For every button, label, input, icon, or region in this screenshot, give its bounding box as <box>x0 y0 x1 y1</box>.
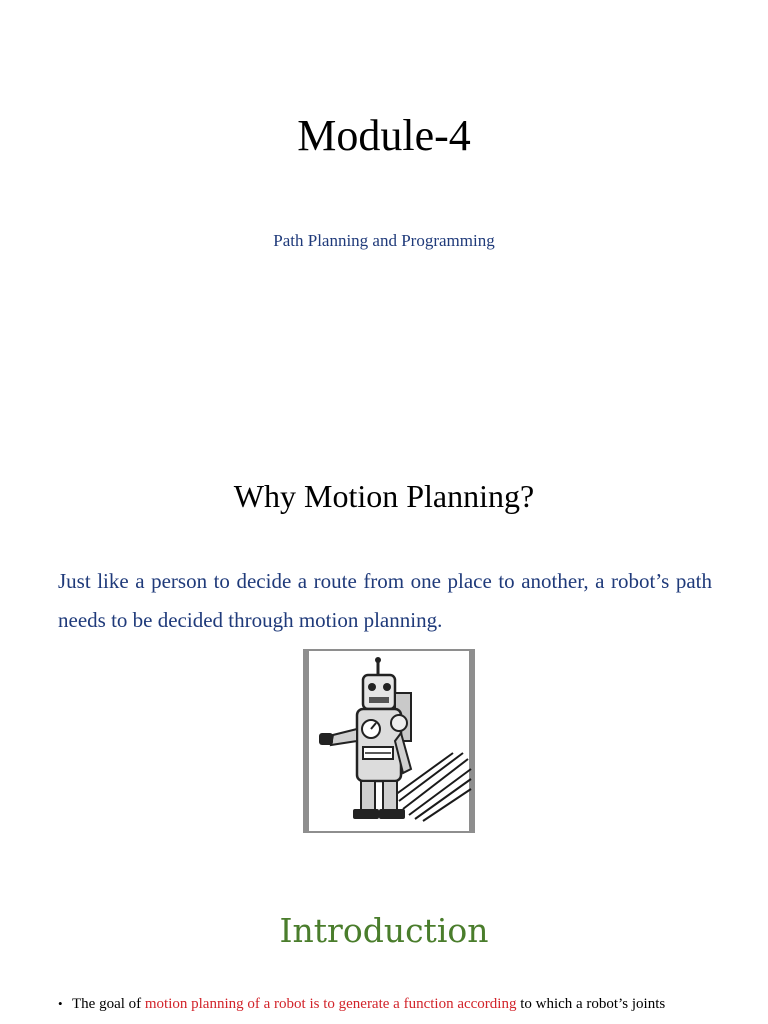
introduction-bullet <box>58 994 718 1014</box>
module-title: Module-4 <box>297 111 471 160</box>
slide-why-motion-planning <box>0 440 768 880</box>
robot-image <box>303 649 475 833</box>
slide-introduction <box>0 880 768 1024</box>
bullet-text-before: The goal of <box>72 996 145 1012</box>
bullet-text-highlighted: motion planning of a robot is to generate a function according <box>144 996 517 1012</box>
toy-robot-icon <box>303 649 475 833</box>
introduction-title: Introduction <box>279 911 489 950</box>
module-subtitle: Path Planning and Programming <box>273 231 495 250</box>
slide-module-title <box>0 0 768 440</box>
why-motion-planning-body: Just like a person to decide a route from one place to another, a robot’s path needs to be decided through motion planning. <box>58 569 712 632</box>
why-motion-planning-title: Why Motion Planning? <box>233 478 535 514</box>
bullet-marker: • <box>58 996 63 1011</box>
bullet-text-after: to which a robot’s joints <box>516 996 666 1012</box>
